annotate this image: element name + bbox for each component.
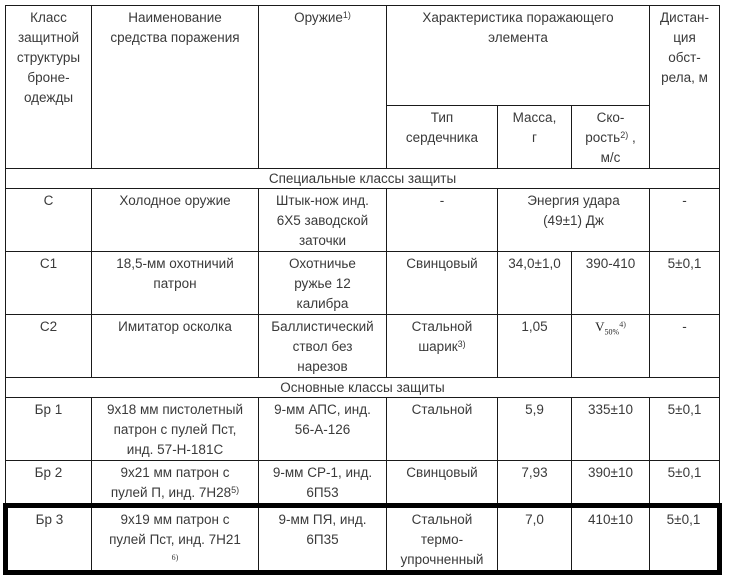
cell-core: Стальной шарик$^{3)}$ [387, 315, 498, 378]
header-core-type: Тип сердечника [387, 106, 498, 169]
table-row [6, 461, 720, 506]
footnote-marker: 6) [171, 553, 179, 562]
cell-distance: 5±0,1 [650, 398, 720, 461]
armor-protection-classes-table [3, 5, 722, 575]
cell-weapon: 9-мм СР-1, инд. 6П53 [259, 461, 387, 506]
header-characteristic: Характеристика поражающего элемента [387, 6, 650, 106]
header-mass: Масса, г [498, 106, 572, 169]
cell-mass: 5,9 [498, 398, 572, 461]
cell-class: Бр 1 [6, 398, 92, 461]
cell-name: 9х19 мм патрон с пулей Пст, инд. 7Н21 $^{6)}$ [92, 506, 259, 573]
header-class: Класс защитной структуры броне- одежды [6, 6, 92, 169]
cell-name: 18,5-мм охотничий патрон [92, 252, 259, 315]
footnote-marker: 4) [619, 320, 626, 329]
cell-mass: 34,0±1,0 [498, 252, 572, 315]
cell-core: Свинцовый [387, 461, 498, 506]
header-speed: Ско- рость$^{2)}$ , м/с [572, 106, 650, 169]
cell-mass: 1,05 [498, 315, 572, 378]
cell-speed: 390-410 [572, 252, 650, 315]
footnote-marker: 1) [342, 10, 351, 20]
cell-distance: 5±0,1 [650, 461, 720, 506]
cell-weapon: Охотничье ружье 12 калибра [259, 252, 387, 315]
cell-speed: $V_{50\%}^{4)}$ [572, 315, 650, 378]
table-row [6, 252, 720, 315]
header-row [6, 6, 720, 106]
cell-speed: 410±10 [572, 506, 650, 573]
table-row [6, 398, 720, 461]
cell-speed: 335±10 [572, 398, 650, 461]
footnote-marker: 2) [620, 130, 629, 140]
footnote-marker: 3) [457, 339, 466, 349]
cell-distance: - [650, 189, 720, 252]
cell-weapon: 9-мм АПС, инд. 56-А-126 [259, 398, 387, 461]
cell-name: 9х21 мм патрон с пулей П, инд. 7Н28$^{5)}$ [92, 461, 259, 506]
cell-mass: 7,0 [498, 506, 572, 573]
cell-core: Свинцовый [387, 252, 498, 315]
header-distance: Дистан- ция обст- рела, м [650, 6, 720, 169]
cell-class: С2 [6, 315, 92, 378]
footnote-marker: 5) [231, 485, 240, 495]
table-row [6, 189, 720, 252]
cell-weapon: Баллистический ствол без нарезов [259, 315, 387, 378]
section-title: Основные классы защиты [6, 378, 720, 398]
cell-class: Бр 3 [6, 506, 92, 573]
cell-core: Стальной термо- упрочненный [387, 506, 498, 573]
section-header-main [6, 378, 720, 398]
cell-class: Бр 2 [6, 461, 92, 506]
section-header-special [6, 169, 720, 189]
cell-energy: Энергия удара (49±1) Дж [498, 189, 650, 252]
cell-name: Холодное оружие [92, 189, 259, 252]
cell-core: - [387, 189, 498, 252]
table-row-highlighted [6, 506, 720, 573]
cell-name: 9х18 мм пистолетный патрон с пулей Пст, инд. 57-Н-181С [92, 398, 259, 461]
header-name: Наименование средства поражения [92, 6, 259, 169]
cell-distance: 5±0,1 [650, 252, 720, 315]
header-weapon: Оружие$^{1)}$ [259, 6, 387, 169]
cell-speed: 390±10 [572, 461, 650, 506]
cell-distance: - [650, 315, 720, 378]
section-title: Специальные классы защиты [6, 169, 720, 189]
cell-core: Стальной [387, 398, 498, 461]
cell-class: С [6, 189, 92, 252]
cell-weapon: Штык-нож инд. 6Х5 заводской заточки [259, 189, 387, 252]
cell-weapon: 9-мм ПЯ, инд. 6П35 [259, 506, 387, 573]
cell-class: С1 [6, 252, 92, 315]
cell-distance: 5±0,1 [650, 506, 720, 573]
cell-mass: 7,93 [498, 461, 572, 506]
cell-name: Имитатор осколка [92, 315, 259, 378]
table-row [6, 315, 720, 378]
